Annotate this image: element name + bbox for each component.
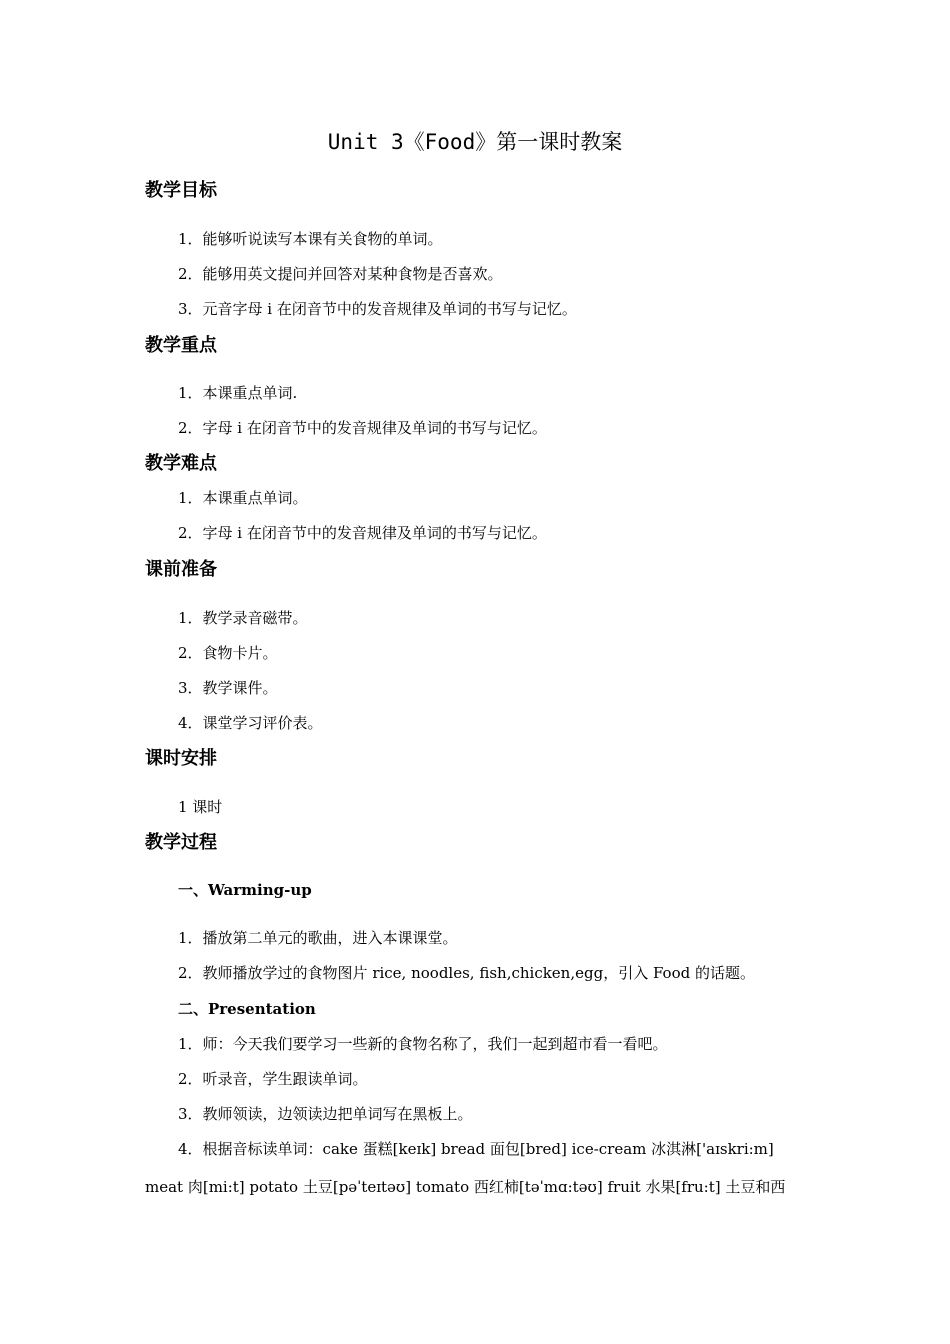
presentation-label: 二、Presentation bbox=[178, 1000, 316, 1018]
preparation-item-2: 2．食物卡片。 bbox=[178, 644, 278, 662]
goal-item-3: 3．元音字母 i 在闭音节中的发音规律及单词的书写与记忆。 bbox=[178, 300, 577, 318]
goal-item-2: 2．能够用英文提问并回答对某种食物是否喜欢。 bbox=[178, 265, 503, 283]
warmup-label: 一、Warming-up bbox=[178, 881, 312, 899]
difficulty-item-2: 2．字母 i 在闭音节中的发音规律及单词的书写与记忆。 bbox=[178, 524, 547, 542]
heading-key-points: 教学重点 bbox=[145, 335, 217, 356]
preparation-item-1: 1．教学录音磁带。 bbox=[178, 609, 308, 627]
heading-preparation: 课前准备 bbox=[145, 559, 217, 580]
presentation-item-1: 1．师：今天我们要学习一些新的食物名称了，我们一起到超市看一看吧。 bbox=[178, 1035, 668, 1053]
presentation-item-3: 3．教师领读，边领读边把单词写在黑板上。 bbox=[178, 1105, 473, 1123]
heading-teaching-goals: 教学目标 bbox=[145, 180, 217, 201]
goal-item-1: 1．能够听说读写本课有关食物的单词。 bbox=[178, 230, 443, 248]
schedule-text: 1 课时 bbox=[178, 798, 223, 816]
presentation-item-4: 4．根据音标读单词：cake 蛋糕[keɪk] bread 面包[bred] ice-cream 冰淇淋['aɪskri:m] bbox=[178, 1140, 774, 1158]
difficulty-item-1: 1．本课重点单词。 bbox=[178, 489, 308, 507]
heading-schedule: 课时安排 bbox=[145, 748, 217, 769]
presentation-item-4-continuation: meat 肉[mi:t] potato 土豆[pəˈteɪtəʊ] tomato 西红柿[təˈmɑ:təʊ] fruit 水果[fru:t] 土豆和西 bbox=[145, 1178, 786, 1196]
warmup-item-1: 1．播放第二单元的歌曲，进入本课课堂。 bbox=[178, 929, 458, 947]
preparation-item-4: 4．课堂学习评价表。 bbox=[178, 714, 323, 732]
presentation-item-2: 2．听录音，学生跟读单词。 bbox=[178, 1070, 368, 1088]
document-title: Unit 3《Food》第一课时教案 bbox=[327, 130, 623, 154]
heading-difficulties: 教学难点 bbox=[145, 453, 217, 474]
preparation-item-3: 3．教学课件。 bbox=[178, 679, 278, 697]
warmup-item-2: 2．教师播放学过的食物图片 rice, noodles, fish,chicken,egg，引入 Food 的话题。 bbox=[178, 964, 755, 982]
keypoint-item-1: 1．本课重点单词. bbox=[178, 384, 298, 402]
heading-process: 教学过程 bbox=[145, 832, 217, 853]
keypoint-item-2: 2．字母 i 在闭音节中的发音规律及单词的书写与记忆。 bbox=[178, 419, 547, 437]
